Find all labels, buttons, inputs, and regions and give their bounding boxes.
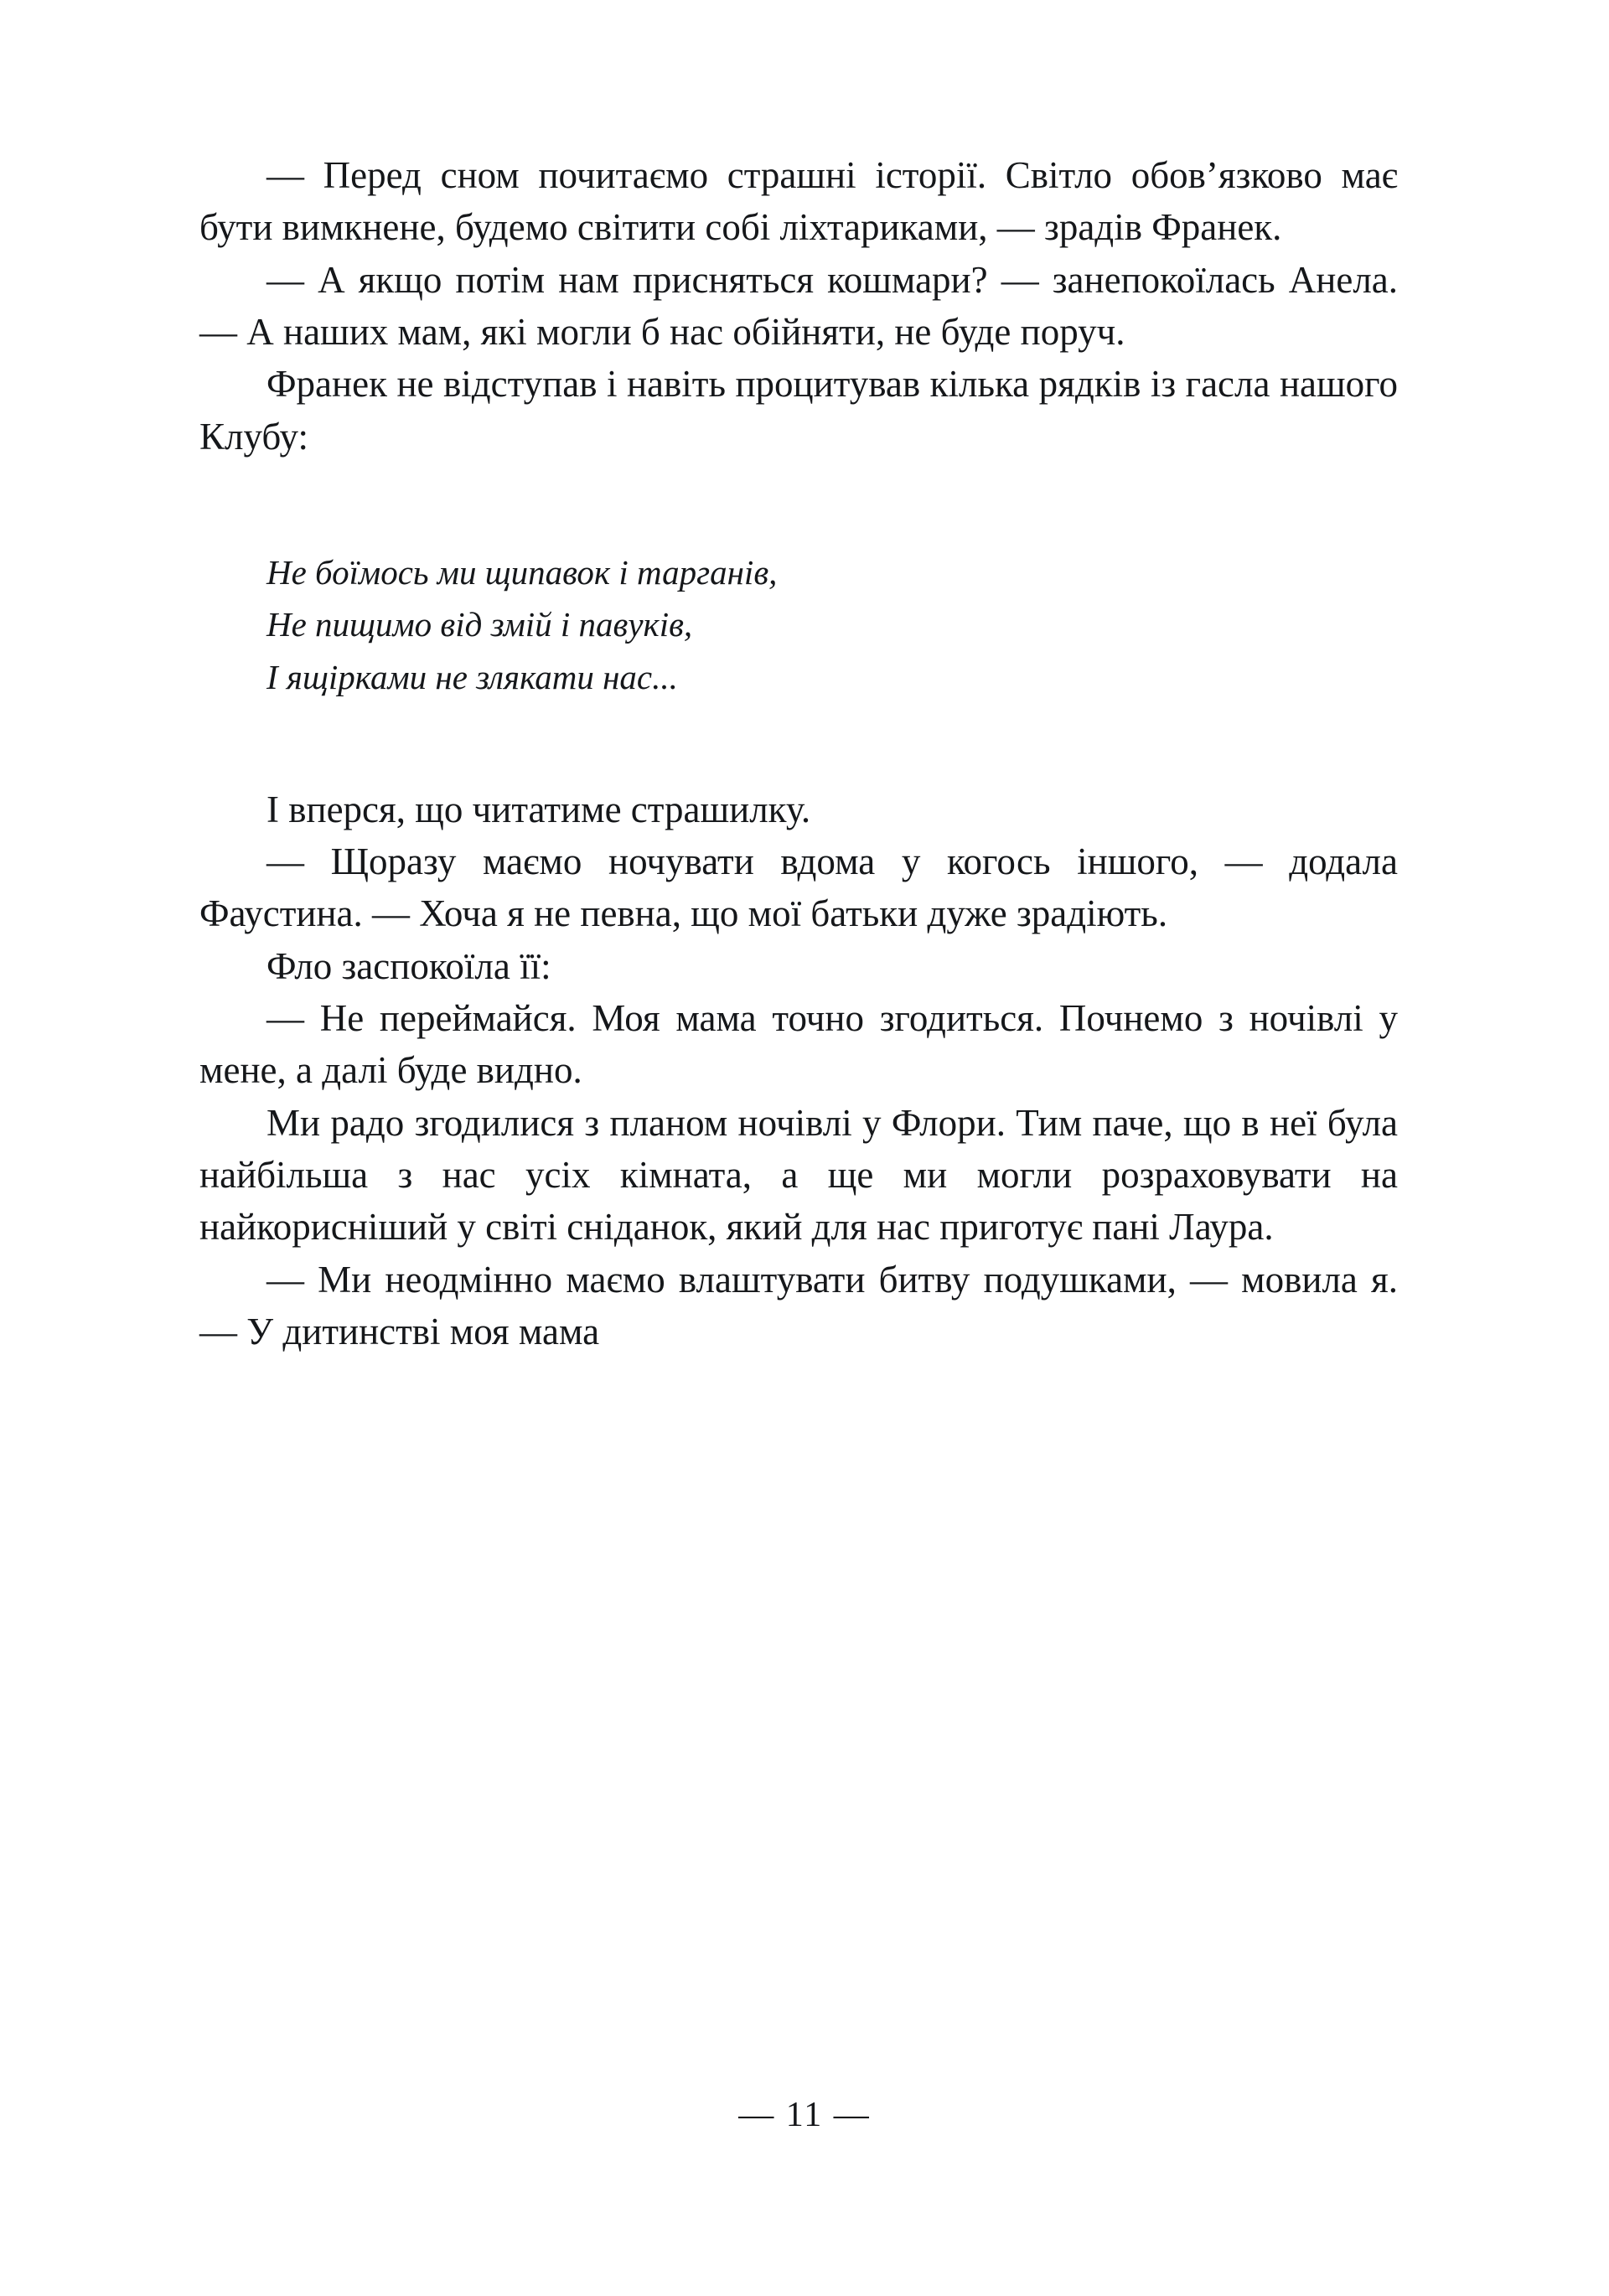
paragraph: Ми радо згодилися з планом ночівлі у Флори. Тим паче, що в неї була найбільша з нас усіх кімната, а ще ми могли розраховувати на найкорисніший у світі сніданок, який для нас приготує пані Лаура.	[199, 1101, 1398, 1249]
paragraph: — Щоразу маємо ночувати вдома у когось іншого, — додала Фаустина. — Хоча я не певна, що мої батьки дуже зрадіють.	[199, 840, 1398, 935]
paragraph: Фло заспокоїла її:	[266, 944, 551, 987]
verse-line: Не пищимо від змій і павуків,	[266, 605, 693, 644]
paragraph: — А якщо потім нам присняться кошмари? — занепокоїлась Анела. — А наших мам, які могли б нас обійняти, не буде поруч.	[199, 258, 1398, 353]
page-text-column	[199, 149, 1398, 1357]
paragraph: — Не переймайся. Моя мама точно згодиться. Почнемо з ночівлі у мене, а далі буде видно.	[199, 997, 1398, 1092]
paragraph: І вперся, що читатиме страшилку.	[266, 788, 811, 830]
verse-block	[199, 546, 1398, 703]
verse-line: І ящірками не злякати нас...	[266, 657, 678, 696]
paragraph: — Ми неодмінно маємо влаштувати битву подушками, — мовила я. — У дитинстві моя мама	[199, 1258, 1398, 1352]
verse-line: Не боїмось ми щипавок і тарганів,	[266, 552, 778, 592]
page-number: — 11 —	[738, 2096, 871, 2134]
paragraph: Франек не відступав і навіть процитував кілька рядків із гасла нашого Клубу:	[199, 363, 1398, 458]
paragraph: — Перед сном почитаємо страшні історії. Світло обов’язково має бути вимкнене, будемо світити собі ліхтариками, — зрадів Франек.	[199, 154, 1398, 249]
